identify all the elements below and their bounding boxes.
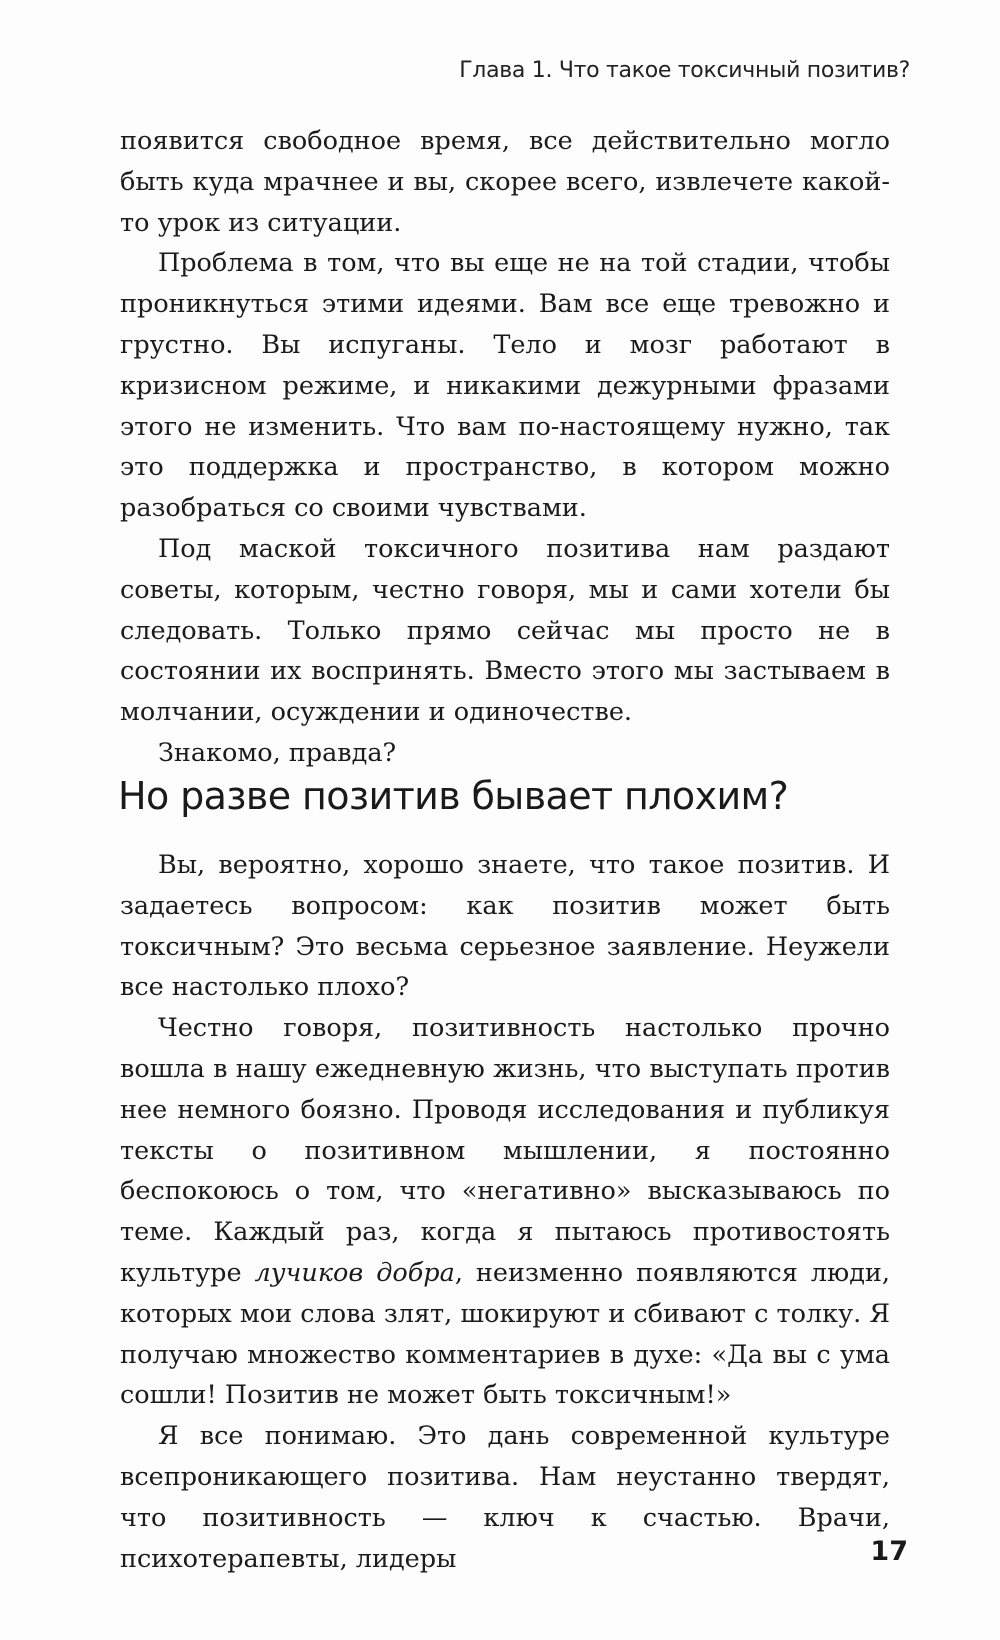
paragraph-text: Честно говоря, позитивность настолько прочно вошла в нашу ежедневную жизнь, что выступать против нее немного боязно. Проводя исследования и публикуя тексты о позитивном мышлении, я постоянно беспокоюсь о том, что «негативно» высказываюсь по теме. Каждый раз, когда я пытаюсь противостоять культуре xyxy=(120,1013,890,1288)
paragraph-text: , неизменно появляются люди, которых мои слова злят, шокируют и сбивают с толку. Я получаю множество комментариев в духе: «Да вы с ума сошли! Позитив не может быть токсичным!» xyxy=(120,1257,891,1411)
paragraph: Проблема в том, что вы еще не на той стадии, чтобы проникнуться этими идеями. Вам все еще тревожно и грустно. Вы испуганы. Тело и мозг работают в кризисном режиме, и никакими дежурными фразами этого не изменить. Что вам по-настоящему нужно, так это поддержка и пространство, в котором можно разобраться со своими чувствами. xyxy=(120,248,890,524)
paragraph-continued: появится свободное время, все действительно могло быть куда мрачнее и вы, скорее всего, извлечете какой-то урок из ситуации. xyxy=(120,126,890,238)
running-head: Глава 1. Что такое токсичный позитив? xyxy=(459,58,910,83)
page-number: 17 xyxy=(870,1536,908,1567)
text-block-bottom xyxy=(120,845,890,1579)
paragraph: Под маской токсичного позитива нам раздают советы, которым, честно говоря, мы и сами хотели бы следовать. Только прямо сейчас мы просто не в состоянии их воспринять. Вместо этого мы застываем в молчании, осуждении и одиночестве. xyxy=(120,533,890,728)
paragraph: Я все понимаю. Это дань современной культуре всепроникающего позитива. Нам неустанно твердят, что позитивность — ключ к счастью. Врачи, психотерапевты, лидеры xyxy=(120,1421,890,1574)
paragraph: Знакомо, правда? xyxy=(158,737,397,768)
text-block-top xyxy=(120,121,890,774)
italic-phrase: лучиков добра xyxy=(254,1257,455,1288)
section-heading: Но разве позитив бывает плохим? xyxy=(118,774,789,818)
paragraph: Вы, вероятно, хорошо знаете, что такое позитив. И задаетесь вопросом: как позитив может быть токсичным? Это весьма серьезное заявление. Неужели все настолько плохо? xyxy=(120,850,890,1003)
paragraph-with-emphasis xyxy=(120,1008,890,1416)
